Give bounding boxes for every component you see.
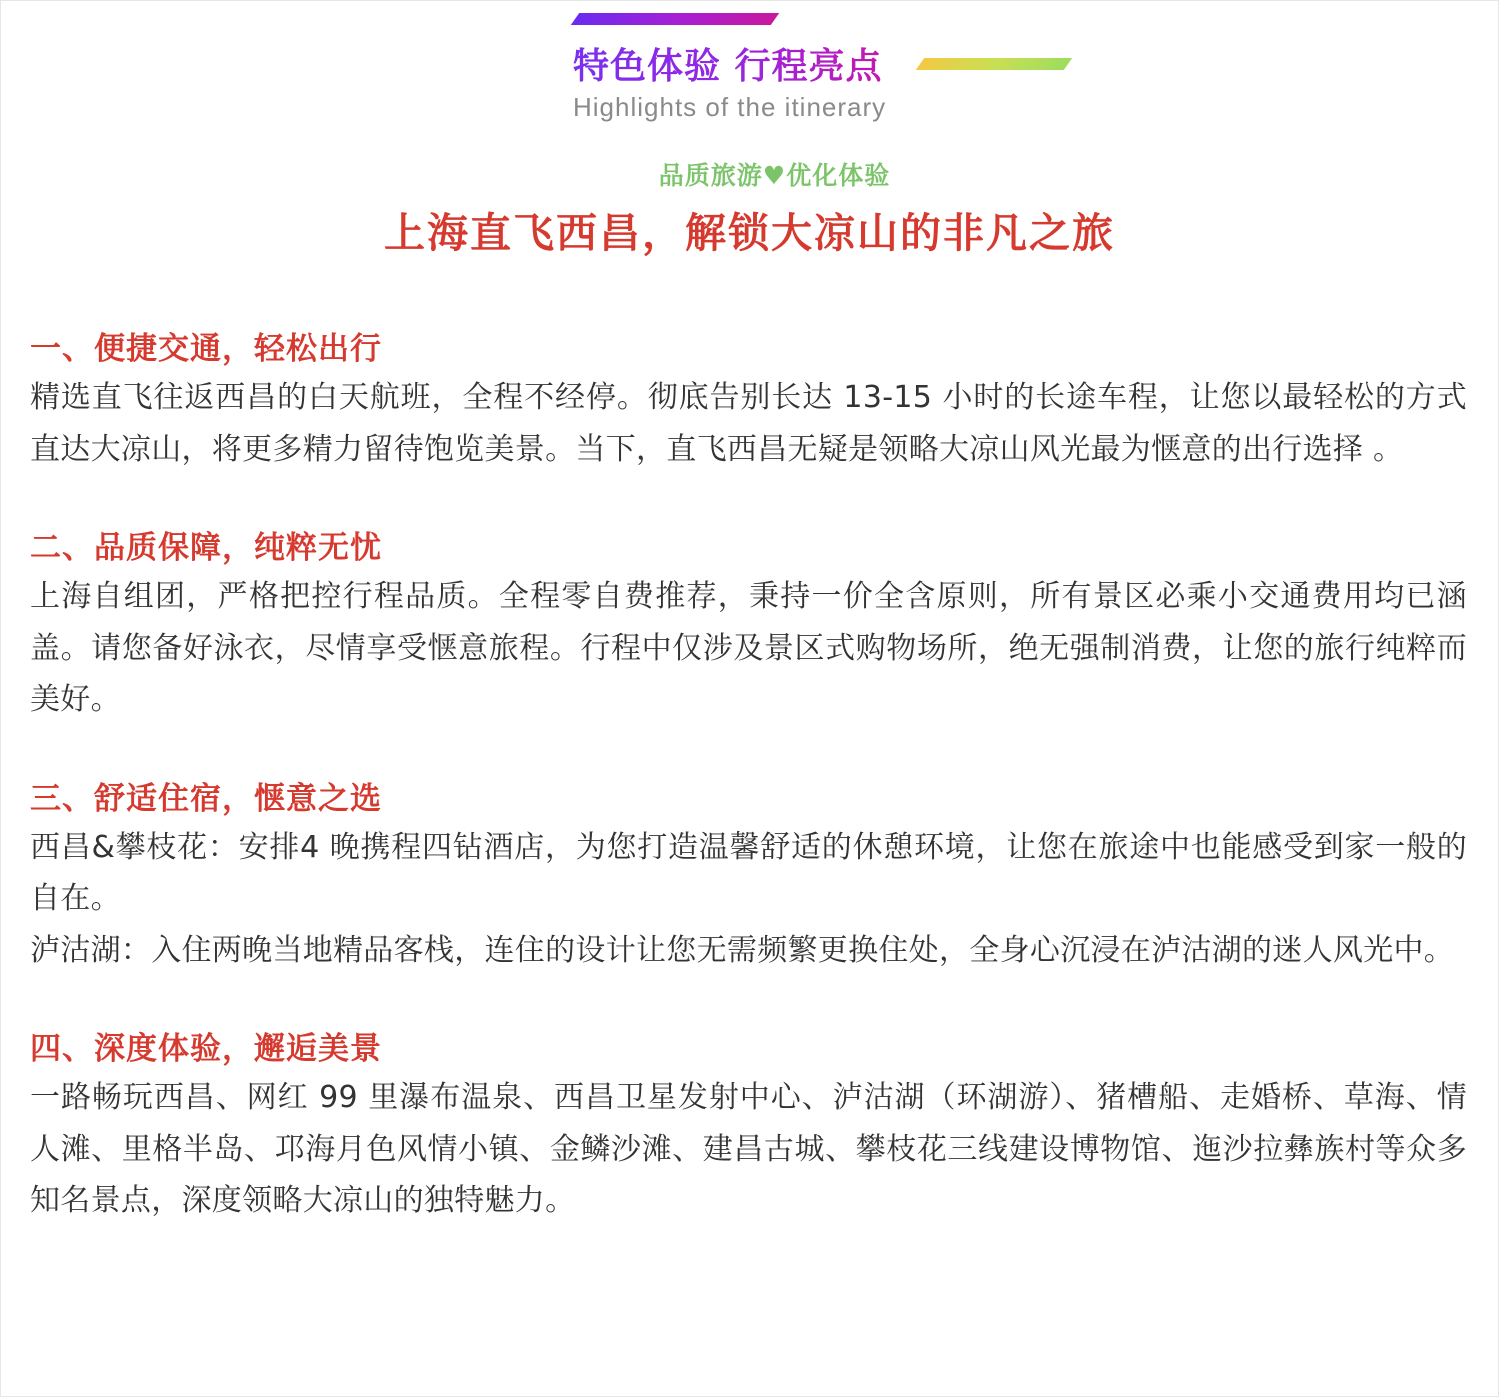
section-paragraph: 上海自组团，严格把控行程品质。全程零自费推荐，秉持一价全含原则，所有景区必乘小交通费用均已涵盖。请您备好泳衣，尽情享受惬意旅程。行程中仅涉及景区式购物场所，绝无强制消费，让您的旅行纯粹而美好。 bbox=[30, 579, 1467, 717]
decorative-bar-right bbox=[916, 58, 1072, 70]
section-paragraph: 一路畅玩西昌、网红 99 里瀑布温泉、西昌卫星发射中心、泸沽湖（环湖游）、猪槽船、走婚桥、草海、情人滩、里格半岛、邛海月色风情小镇、金鳞沙滩、建昌古城、攀枝花三线建设博物馆、迤沙拉彝族村等众多知名景点，深度领略大凉山的独特魅力。 bbox=[30, 1080, 1467, 1218]
section-heading: 一、便捷交通，轻松出行 bbox=[30, 331, 382, 367]
highlight-section-quality bbox=[30, 525, 1467, 726]
decorative-bar-top bbox=[571, 13, 779, 25]
section-paragraph: 泸沽湖：入住两晚当地精品客栈，连住的设计让您无需频繁更换住处，全身心沉浸在泸沽湖的迷人风光中。 bbox=[30, 932, 1455, 968]
section-paragraph: 精选直飞往返西昌的白天航班，全程不经停。彻底告别长达 13-15 小时的长途车程，让您以最轻松的方式直达大凉山，将更多精力留待饱览美景。当下，直飞西昌无疑是领略大凉山风光最为惬意的出行选择 。 bbox=[30, 380, 1467, 467]
section-paragraph: 西昌&攀枝花：安排4 晚携程四钻酒店，为您打造温馨舒适的休憩环境，让您在旅途中也能感受到家一般的自在。 bbox=[30, 829, 1467, 916]
main-title: 上海直飞西昌，解锁大凉山的非凡之旅 bbox=[384, 209, 1115, 257]
section-heading: 四、深度体验，邂逅美景 bbox=[30, 1031, 382, 1067]
tagline: 品质旅游♥优化体验 bbox=[658, 161, 891, 190]
highlight-section-transport bbox=[30, 326, 1467, 475]
header-subtitle: Highlights of the itinerary bbox=[573, 92, 887, 122]
highlight-section-accommodation bbox=[30, 776, 1467, 977]
section-header bbox=[0, 0, 1499, 140]
header-title: 特色体验 行程亮点 bbox=[573, 44, 883, 90]
highlight-section-experience bbox=[30, 1026, 1467, 1227]
section-heading: 三、舒适住宿，惬意之选 bbox=[30, 780, 382, 817]
section-heading: 二、品质保障，纯粹无忧 bbox=[30, 530, 382, 566]
highlights-content bbox=[30, 326, 1467, 1227]
